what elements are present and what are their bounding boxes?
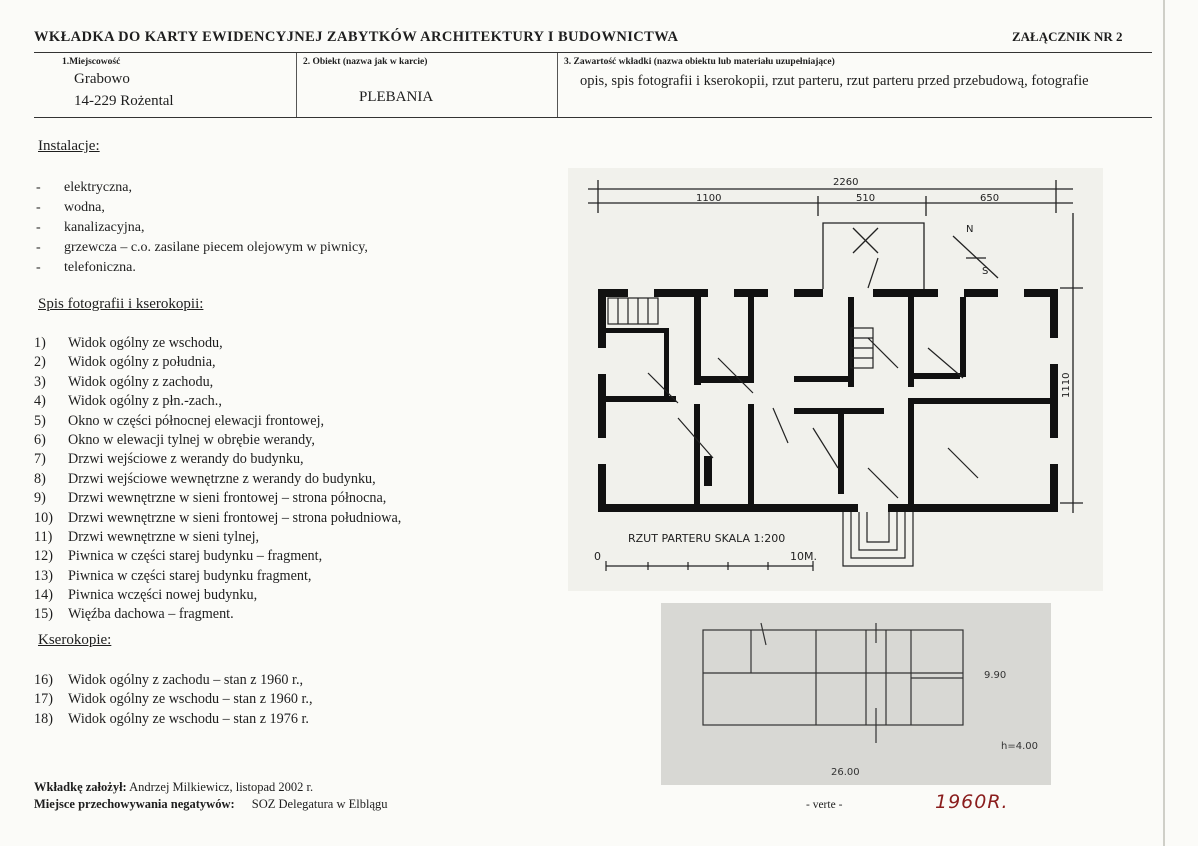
site-width-label: 26.00 xyxy=(831,767,860,778)
list-item: 16) Widok ogólny z zachodu – stan z 1960 r., xyxy=(34,672,304,688)
scale-end-label: 10M. xyxy=(790,550,817,563)
compass-north-label: N xyxy=(966,224,974,235)
site-plan-drawing xyxy=(661,603,1051,785)
list-item: 5) Okno w części północnej elewacji frontowej, xyxy=(34,412,325,429)
document-title: WKŁADKA DO KARTY EWIDENCYJNEJ ZABYTKÓW ARCHITEKTURY I BUDOWNICTWA xyxy=(34,29,679,45)
object-label: 2. Obiekt (nazwa jak w karcie) xyxy=(303,57,428,67)
list-item: - telefoniczna. xyxy=(36,260,136,275)
installations-list xyxy=(34,178,368,278)
copies-list xyxy=(34,671,313,729)
list-item: 9) Drzwi wewnętrzne w sieni frontowej – strona północna, xyxy=(34,490,387,507)
list-item: 13) Piwnica w części starej budynku fragment, xyxy=(34,567,312,584)
copies-heading: Kserokopie: xyxy=(38,632,112,648)
location-label: 1.Miejscowość xyxy=(62,57,121,67)
list-item: 17) Widok ogólny ze wschodu – stan z 1960 r., xyxy=(34,691,313,708)
list-item: 1) Widok ogólny ze wschodu, xyxy=(34,335,223,351)
list-item: 11) Drzwi wewnętrzne w sieni tylnej, xyxy=(34,528,260,545)
contents-label: 3. Zawartość wkładki (nazwa obiektu lub materiału uzupełniające) xyxy=(564,57,835,67)
dimension-middle: 510 xyxy=(856,193,876,204)
object-cell xyxy=(296,53,557,117)
location-address: 14-229 Rożental xyxy=(74,93,174,109)
list-item: 8) Drzwi wejściowe wewnętrzne z werandy do budynku, xyxy=(34,470,376,487)
location-village: Grabowo xyxy=(74,71,130,87)
list-item: - elektryczna, xyxy=(36,180,133,195)
site-plan-copy xyxy=(661,603,1051,785)
installations-heading: Instalacje: xyxy=(38,138,100,154)
list-item: 2) Widok ogólny z południa, xyxy=(34,354,216,371)
floor-plan-drawing xyxy=(568,168,1103,591)
dimension-left: 1100 xyxy=(696,193,722,204)
paper-edge xyxy=(1163,0,1165,846)
author-label: Wkładkę założył: xyxy=(34,780,127,794)
list-item: 3) Widok ogólny z zachodu, xyxy=(34,373,214,390)
object-value: PLEBANIA xyxy=(359,89,434,105)
storage-label: Miejsce przechowywania negatywów: xyxy=(34,797,235,811)
compass-south-label: S xyxy=(982,266,989,277)
location-cell xyxy=(34,53,296,117)
contents-cell xyxy=(557,53,1152,117)
list-item: 18) Widok ogólny ze wschodu – stan z 1976 r. xyxy=(34,710,309,727)
list-item: 15) Więźba dachowa – fragment. xyxy=(34,606,234,623)
dimension-depth: 1110 xyxy=(1061,372,1072,398)
annex-number: ZAŁĄCZNIK NR 2 xyxy=(1012,29,1123,44)
list-item: 4) Widok ogólny z płn.-zach., xyxy=(34,393,222,410)
storage-line xyxy=(34,797,388,812)
list-item: 14) Piwnica wczęści nowej budynku, xyxy=(34,587,258,604)
dimension-total: 2260 xyxy=(833,177,859,188)
list-item: 12) Piwnica w części starej budynku – fragment, xyxy=(34,548,323,565)
verte-note: - verte - xyxy=(806,799,843,811)
photos-list xyxy=(34,334,401,625)
site-height-label: h=4.00 xyxy=(1001,741,1038,752)
list-item: 10) Drzwi wewnętrzne w sieni frontowej – strona południowa, xyxy=(34,509,402,526)
contents-value: opis, spis fotografii i kserokopii, rzut parteru, rzut parteru przed przebudową, fotografie xyxy=(580,73,1089,89)
site-depth-label: 9.90 xyxy=(984,670,1007,681)
photos-heading: Spis fotografii i kserokopii: xyxy=(38,296,204,312)
storage-value: SOZ Delegatura w Elblągu xyxy=(251,797,388,811)
list-item: 6) Okno w elewacji tylnej w obrębie werandy, xyxy=(34,431,315,448)
scale-zero-label: 0 xyxy=(594,550,601,563)
ground-floor-plan xyxy=(568,168,1103,591)
list-item: - kanalizacyjna, xyxy=(36,220,145,235)
table-divider xyxy=(34,117,1152,118)
author-line xyxy=(34,780,313,795)
handwritten-year: 1960R. xyxy=(935,791,1009,813)
list-item: - grzewcza – c.o. zasilane piecem olejowym w piwnicy, xyxy=(36,240,368,255)
list-item: - wodna, xyxy=(36,200,105,215)
plan-caption: RZUT PARTERU SKALA 1:200 xyxy=(628,532,786,545)
author-value: Andrzej Milkiewicz, listopad 2002 r. xyxy=(129,780,314,794)
list-item: 7) Drzwi wejściowe z werandy do budynku, xyxy=(34,451,304,468)
dimension-right: 650 xyxy=(980,193,1000,204)
